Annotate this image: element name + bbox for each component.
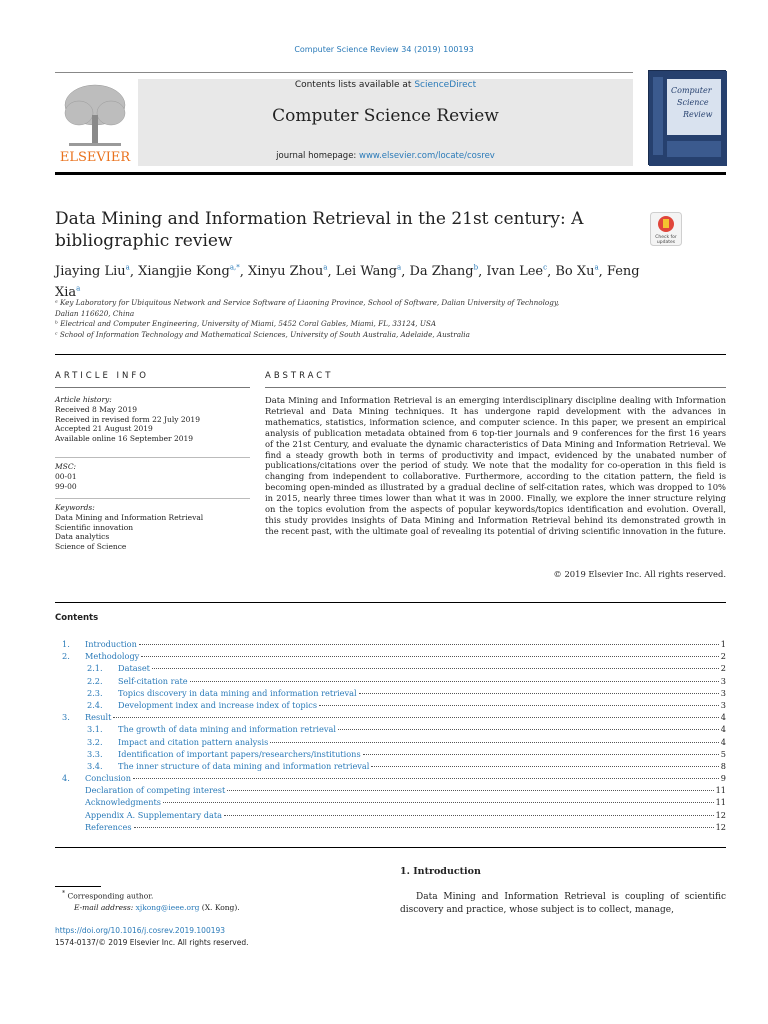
issn-copyright: 1574-0137/© 2019 Elsevier Inc. All rights reserved. (55, 938, 249, 947)
toc-label[interactable]: Methodology (85, 651, 140, 662)
toc-entry[interactable] (62, 651, 726, 663)
toc-leader-dots (141, 656, 718, 657)
author[interactable] (138, 264, 240, 279)
author[interactable] (248, 264, 327, 279)
toc-label[interactable]: Declaration of competing interest (85, 785, 226, 796)
cover-title-line-3: Review (683, 110, 713, 119)
toc-label[interactable]: Acknowledgments (85, 797, 161, 808)
keywords-label: Keywords: (55, 503, 95, 512)
badge-line-1: Check for (655, 235, 677, 240)
toc-leader-dots (134, 827, 714, 828)
toc-page-number: 3 (720, 699, 726, 710)
toc-number: 4. (62, 773, 70, 784)
toc-label[interactable]: Identification of important papers/researchers/institutions (118, 748, 361, 759)
author-name: Lei Wang (335, 264, 398, 280)
article-history (55, 395, 250, 444)
history-accepted: Accepted 21 August 2019 (55, 424, 153, 434)
article-info-rule (55, 387, 250, 388)
author-affiliation-mark[interactable]: a (397, 264, 402, 272)
author[interactable] (486, 264, 547, 279)
toc-leader-dots (139, 644, 719, 645)
toc-page-number: 12 (715, 821, 726, 832)
toc-entry[interactable] (62, 712, 726, 724)
author-affiliation-mark[interactable]: b (473, 264, 479, 272)
toc-page-number: 11 (715, 797, 726, 808)
toc-leader-dots (152, 668, 719, 669)
abstract-rule (265, 387, 726, 388)
journal-title: Computer Science Review (272, 106, 499, 126)
toc-page-number: 4 (720, 736, 726, 747)
elsevier-wordmark: ELSEVIER (59, 150, 131, 165)
author-name: Da Zhang (409, 264, 474, 280)
author-name: Feng Xia (55, 264, 640, 300)
history-label: Article history: (55, 395, 112, 404)
affiliations (55, 298, 575, 340)
author[interactable] (55, 264, 130, 279)
toc-number: 2.1. (87, 663, 103, 674)
keyword: Data Mining and Information Retrieval (55, 512, 204, 522)
toc-page-number: 4 (720, 724, 726, 735)
contents-prefix: Contents lists available at (294, 80, 415, 90)
paper-title: Data Mining and Information Retrieval in the 21st century: A bibliographic review (55, 209, 584, 251)
msc-codes (55, 462, 250, 491)
section-rule (55, 354, 726, 355)
abstract-heading: ABSTRACT (265, 371, 334, 381)
article-info-heading: ARTICLE INFO (55, 371, 149, 381)
toc-label[interactable]: Self-citation rate (118, 675, 188, 686)
toc-leader-dots (270, 742, 718, 743)
toc-leader-dots (359, 693, 719, 694)
table-of-contents (62, 639, 726, 834)
toc-entry[interactable] (62, 663, 726, 675)
toc-page-number: 11 (715, 785, 726, 796)
author-affiliation-mark[interactable]: a,* (229, 264, 240, 272)
affiliation-b: ᵇ Electrical and Computer Engineering, University of Miami, 5452 Coral Gables, Miami, FL, 33124, USA (55, 319, 437, 328)
toc-entry[interactable] (62, 676, 726, 688)
footnote-rule (55, 886, 101, 887)
doi-link[interactable]: https://doi.org/10.1016/j.cosrev.2019.100193 (55, 926, 226, 935)
history-received: Received 8 May 2019 (55, 404, 137, 414)
toc-label[interactable]: Introduction (85, 639, 137, 649)
corresponding-author-text: Corresponding author. (67, 891, 154, 901)
email-link[interactable]: xjkong@ieee.org (135, 903, 200, 912)
toc-leader-dots (133, 778, 719, 779)
msc-code: 99-00 (55, 481, 77, 491)
toc-entry[interactable] (62, 761, 726, 773)
author-name: Jiaying Liu (55, 264, 126, 280)
toc-entry[interactable] (62, 737, 726, 749)
toc-label[interactable]: The inner structure of data mining and information retrieval (118, 760, 370, 771)
email-label: E-mail address: (74, 903, 134, 912)
email-note (74, 903, 240, 912)
history-revised: Received in revised form 22 July 2019 (55, 414, 200, 424)
email-suffix: (X. Kong). (201, 903, 240, 912)
journal-homepage-line (138, 151, 633, 161)
contents-title: Contents (55, 613, 99, 623)
toc-number: 2.2. (87, 675, 103, 686)
elsevier-logo[interactable] (55, 79, 135, 165)
toc-leader-dots (163, 802, 714, 803)
info-separator (55, 498, 250, 499)
corresponding-author-note (62, 890, 153, 901)
toc-page-number: 9 (720, 773, 726, 784)
toc-leader-dots (227, 790, 713, 791)
toc-entry[interactable] (62, 822, 726, 834)
toc-label[interactable]: Topics discovery in data mining and information retrieval (118, 687, 357, 698)
toc-entry[interactable] (62, 773, 726, 785)
toc-label[interactable]: References (85, 821, 132, 832)
toc-number: 3.2. (87, 736, 103, 747)
toc-number: 2.3. (87, 687, 103, 698)
toc-label[interactable]: Impact and citation pattern analysis (118, 736, 269, 747)
toc-leader-dots (224, 815, 714, 816)
keyword: Scientific innovation (55, 522, 134, 532)
author-affiliation-mark[interactable]: a (323, 264, 328, 272)
elsevier-tree-icon (55, 79, 135, 165)
toc-number: 2.4. (87, 699, 103, 710)
toc-entry[interactable] (62, 785, 726, 797)
toc-page-number: 2 (720, 651, 726, 662)
introduction-heading: 1. Introduction (400, 866, 481, 877)
toc-number: 3. (62, 712, 70, 723)
author-affiliation-mark[interactable]: c (543, 264, 548, 272)
toc-label[interactable]: Appendix A. Supplementary data (85, 809, 223, 820)
author[interactable] (555, 264, 598, 279)
journal-cover-icon (649, 71, 727, 166)
author-name: Xiangjie Kong (138, 264, 230, 280)
header-rule (55, 72, 633, 73)
toc-label[interactable]: Result (85, 712, 112, 723)
author-affiliation-mark[interactable]: a (76, 284, 81, 293)
toc-number: 2. (62, 651, 70, 662)
introduction-text: Data Mining and Information Retrieval is coupling of scientific discovery and practice, whose subject is to collect, manage, (400, 892, 726, 915)
abstract-text: Data Mining and Information Retrieval is an emerging interdisciplinary discipline dealing with Information Retrieval and Data Mining techniques. It has undergone rapid development with the advances in mathematics, statistics, information science, and computer science. In this paper, we present an empirical analysis of publication metadata obtained from 6 top-tier journals and 9 conferences for the first 16 years of the 21st Century, and evaluate the dynamic characteristics of Data Mining and Information Retrieval. We find a steady growth both in terms of productivity and impact, evidenced by the unabated number of publications/citations over the period of study. We note that the modality for co-operation in this field is changing from independent to collaborative. Furthermore, according to the citation pattern, the field is becoming open-minded as illustrated by a gradual decline of self-citation rates, which was dropped to 10% in 2015, nearly three times lower than what it was in 2000. Finally, we explore the inner structure relying on the topics evolution from the aspects of popular keywords/topics identification and evolution. Overall, this study provides insights of Data Mining and Information Retrieval behind its demonstrated growth in the recent past, with the ultimate goal of revealing its potential of driving scientific innovation in the future. (265, 395, 726, 536)
toc-label[interactable]: Dataset (118, 663, 150, 674)
author-affiliation-mark[interactable]: a (125, 264, 130, 272)
toc-leader-dots (113, 717, 718, 718)
toc-leader-dots (371, 766, 718, 767)
contents-end-rule (55, 847, 726, 848)
keywords (55, 503, 250, 552)
affiliation-c: ᶜ School of Information Technology and Mathematical Sciences, University of South Australia, Adelaide, Australia (55, 329, 470, 339)
check-updates-icon (650, 212, 682, 246)
toc-entry[interactable] (62, 797, 726, 809)
msc-code: 00-01 (55, 471, 77, 481)
toc-entry[interactable] (62, 688, 726, 700)
toc-number: 3.1. (87, 724, 103, 735)
toc-entry[interactable] (62, 810, 726, 822)
toc-page-number: 4 (720, 712, 726, 723)
author[interactable] (409, 264, 478, 279)
history-online: Available online 16 September 2019 (55, 434, 194, 444)
toc-label[interactable]: The growth of data mining and information retrieval (118, 724, 336, 735)
author-name: Bo Xu (555, 264, 595, 280)
keyword: Science of Science (55, 542, 127, 552)
journal-cover[interactable] (648, 70, 726, 165)
sciencedirect-link[interactable]: ScienceDirect (414, 80, 477, 90)
msc-label: MSC: (55, 462, 77, 471)
author-list: Jiaying Liu$^a$, Xiangjie Kong$^{a,*}$, Xinyu Zhou$^a$, Lei Wang$^a$, Da Zhang$^b$, Ivan Lee$^c$, Bo Xu$^a$, Feng Xia$^a$ (55, 264, 640, 300)
toc-number: 3.4. (87, 760, 103, 771)
toc-number: 3.3. (87, 748, 103, 759)
toc-leader-dots (338, 729, 719, 730)
author-name: Ivan Lee (486, 264, 544, 280)
toc-entry[interactable] (62, 749, 726, 761)
keyword: Data analytics (55, 532, 110, 542)
corresponding-mark: * (62, 890, 66, 897)
toc-leader-dots (190, 681, 719, 682)
abstract-copyright: © 2019 Elsevier Inc. All rights reserved. (553, 569, 726, 579)
cover-title-line-2: Science (677, 98, 709, 107)
toc-leader-dots (363, 754, 719, 755)
header-thick-rule (55, 172, 726, 175)
toc-page-number: 8 (720, 760, 726, 771)
homepage-link[interactable]: www.elsevier.com/locate/cosrev (359, 151, 495, 161)
toc-entry[interactable] (62, 724, 726, 736)
toc-page-number: 1 (720, 639, 726, 649)
author[interactable] (336, 264, 401, 279)
toc-page-number: 3 (720, 687, 726, 698)
journal-citation[interactable]: Computer Science Review 34 (2019) 100193 (294, 45, 474, 54)
toc-label[interactable]: Development index and increase index of topics (118, 699, 318, 710)
toc-page-number: 12 (715, 809, 726, 820)
toc-leader-dots (319, 705, 719, 706)
toc-entry[interactable] (62, 700, 726, 712)
toc-label[interactable]: Conclusion (85, 773, 131, 784)
toc-page-number: 5 (720, 748, 726, 759)
toc-entry[interactable] (62, 639, 726, 651)
contents-available-line (138, 80, 633, 90)
contents-rule (55, 602, 726, 603)
affiliation-a: ᵃ Key Laboratory for Ubiquitous Network and Service Software of Liaoning Province, School of Software, Dalian University of Technology, Dalian 116620, China (55, 298, 560, 318)
toc-page-number: 2 (720, 663, 726, 674)
check-for-updates-badge[interactable] (650, 212, 682, 246)
info-separator (55, 457, 250, 458)
badge-line-2: updates (656, 240, 676, 245)
cover-title-line-1: Computer (671, 86, 712, 95)
homepage-prefix: journal homepage: (276, 151, 360, 161)
author-affiliation-mark[interactable]: a (594, 264, 599, 272)
author-name: Xinyu Zhou (248, 264, 324, 280)
toc-number: 1. (62, 639, 70, 649)
toc-page-number: 3 (720, 675, 726, 686)
